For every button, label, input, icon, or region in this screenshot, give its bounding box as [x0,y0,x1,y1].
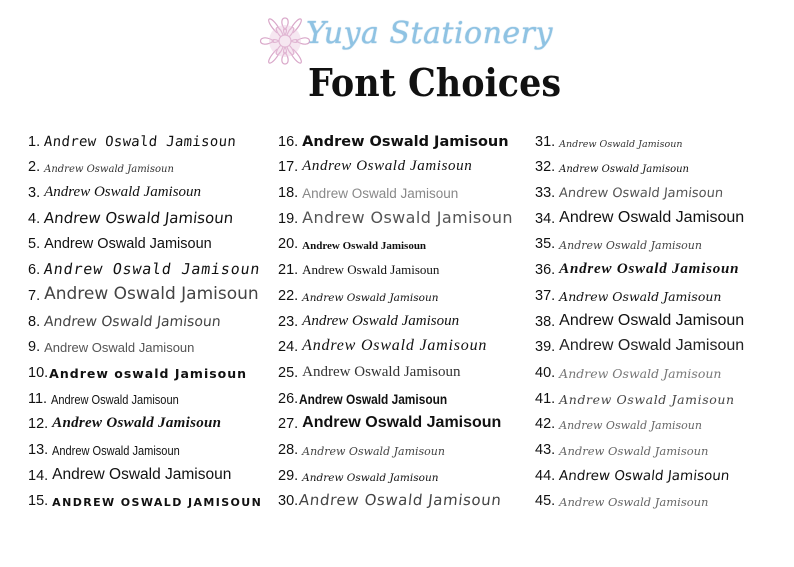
font-option [278,124,528,150]
font-sample: Andrew Oswald Jamisoun [559,311,745,329]
font-number: 36. [535,262,556,279]
font-option [28,252,278,278]
font-sample: Andrew Oswald Jamisoun [44,164,174,176]
font-sample: Andrew Oswald Jamisoun [302,337,488,355]
font-number: 27. [278,416,299,433]
font-number: 13. [28,441,49,458]
font-number: 26. [278,390,299,407]
font-option [535,407,785,433]
font-number: 22. [278,287,299,304]
font-sample: Andrew Oswald Jamisoun [44,236,212,253]
font-number: 45. [535,493,556,510]
font-option [28,458,278,484]
font-number: 17. [278,159,299,176]
font-option [535,330,785,356]
font-sample: Andrew Oswald Jamisoun [43,133,237,150]
page-title: Font Choices [308,60,562,105]
font-number: 38. [535,313,556,330]
font-number: 40. [535,364,556,381]
font-option [535,432,785,458]
font-option [278,484,528,510]
font-sample: Andrew Oswald Jamisoun [559,365,722,381]
font-number: 2. [28,159,41,176]
font-option [535,150,785,176]
brand-name: Yuya Stationery [306,16,553,51]
font-option [28,432,278,458]
font-sample: Andrew Oswald Jamisoun [558,186,725,202]
font-option [278,458,528,484]
font-option [28,227,278,253]
font-option [28,175,278,201]
font-sample: Andrew Oswald Jamisoun [299,390,448,407]
font-number: 42. [535,416,556,433]
font-option [535,252,785,278]
font-option [535,175,785,201]
font-number: 35. [535,236,556,253]
font-option [535,355,785,381]
font-sample: Andrew Oswald Jamisoun [43,208,235,227]
font-number: 21. [278,262,299,279]
font-option [278,330,528,356]
font-option [535,227,785,253]
font-option [28,330,278,356]
font-number: 5. [28,236,41,253]
font-column-3 [535,124,785,509]
font-sample: Andrew Oswald Jamisoun [302,240,427,253]
font-number: 43. [535,441,556,458]
font-sample: Andrew Oswald Jamisoun [42,260,262,279]
font-sample: Andrew Oswald Jamisoun [52,415,222,432]
font-sample: Andrew Oswald Jamisoun [559,261,740,278]
font-sample: Andrew Oswald Jamisoun [44,283,259,304]
font-option [28,355,278,381]
font-option [535,381,785,407]
font-option [278,227,528,253]
font-number: 25. [278,364,299,381]
font-sample: Andrew Oswald Jamisoun [302,262,440,278]
font-sample: Andrew Oswald Jamisoun [44,184,202,201]
font-number: 9. [28,339,41,356]
font-column-2 [278,124,528,509]
font-sample: Andrew Oswald Jamisoun [302,363,461,380]
font-number: 24. [278,339,299,356]
font-number: 8. [28,313,41,330]
font-option [535,124,785,150]
font-sample: Andrew Oswald Jamisoun [302,471,439,484]
font-number: 31. [535,133,556,150]
font-number: 7. [28,287,41,304]
font-sample: Andrew Oswald Jamisoun [302,291,439,304]
font-number: 14. [28,467,49,484]
font-number: 32. [535,159,556,176]
font-option [278,381,528,407]
font-option [28,150,278,176]
font-column-1 [28,124,278,509]
font-option [28,304,278,330]
font-option [278,407,528,433]
font-sample: Andrew Oswald Jamisoun [52,442,180,458]
font-number: 16. [278,133,299,150]
font-sample: Andrew Oswald Jamisoun [44,340,195,356]
font-number: 23. [278,313,299,330]
font-number: 1. [28,133,41,150]
font-sample: Andrew Oswald Jamisoun [559,391,735,407]
font-number: 29. [278,467,299,484]
font-sample: Andrew Oswald Jamisoun [302,186,459,202]
font-number: 10. [28,364,49,381]
font-option [535,458,785,484]
font-sample: Andrew Oswald Jamisoun [559,495,709,510]
font-option [28,124,278,150]
font-number: 6. [28,262,41,279]
font-number: 28. [278,441,299,458]
font-sample: Andrew oswald Jamisoun [49,365,248,381]
font-sample: Andrew Oswald Jamisoun [559,239,702,253]
font-number: 15. [28,493,49,510]
font-number: 19. [278,210,299,227]
font-sample: Andrew Oswald Jamisoun [559,138,683,150]
font-sample: Andrew Oswald Jamisoun [559,208,745,226]
font-number: 41. [535,390,556,407]
font-number: 11. [28,390,48,407]
font-option [278,252,528,278]
font-sample: Andrew Oswald Jamisoun [43,313,222,330]
font-option [278,278,528,304]
font-number: 39. [535,339,556,356]
font-option [28,278,278,304]
font-sample: Andrew Oswald Jamisoun [559,443,709,458]
font-option [535,304,785,330]
font-option [535,484,785,510]
font-sample: Andrew Oswald Jamisoun [559,164,689,176]
font-option [28,484,278,510]
font-number: 4. [28,210,41,227]
font-sample: Andrew Oswald Jamisoun [52,465,232,483]
font-sample: Andrew Oswald Jamisoun [559,288,722,304]
font-option [28,381,278,407]
font-sample: Andrew Oswald Jamisoun [302,444,445,458]
font-option [535,278,785,304]
font-sample: Andrew Oswald Jamisoun [558,467,731,484]
font-sample: Andrew Oswald Jamisoun [559,337,745,355]
font-sample: ANDREW OSWALD JAMISOUN [52,496,263,510]
font-option [278,201,528,227]
font-option [278,355,528,381]
font-number: 34. [535,210,556,227]
font-number: 3. [28,185,41,202]
font-sample: Andrew Oswald Jamisoun [302,133,509,150]
font-option [28,201,278,227]
font-number: 33. [535,185,556,202]
font-sample: Andrew Oswald Jamisoun [302,158,473,175]
font-sample: Andrew Oswald Jamisoun [298,491,503,510]
font-number: 30. [278,493,299,510]
font-sample: Andrew Oswald Jamisoun [302,414,502,432]
font-number: 44. [535,467,556,484]
font-option [535,201,785,227]
font-option [278,304,528,330]
font-option [278,175,528,201]
font-option [278,432,528,458]
font-number: 18. [278,185,299,202]
font-number: 12. [28,416,49,433]
font-sample: Andrew Oswald Jamisoun [51,391,179,407]
font-sample: Andrew Oswald Jamisoun [559,419,702,433]
font-option [278,150,528,176]
font-sample: Andrew Oswald Jamisoun [302,312,460,329]
font-option [28,407,278,433]
font-number: 20. [278,236,299,253]
font-number: 37. [535,287,556,304]
font-sample: Andrew Oswald Jamisoun [302,207,513,227]
